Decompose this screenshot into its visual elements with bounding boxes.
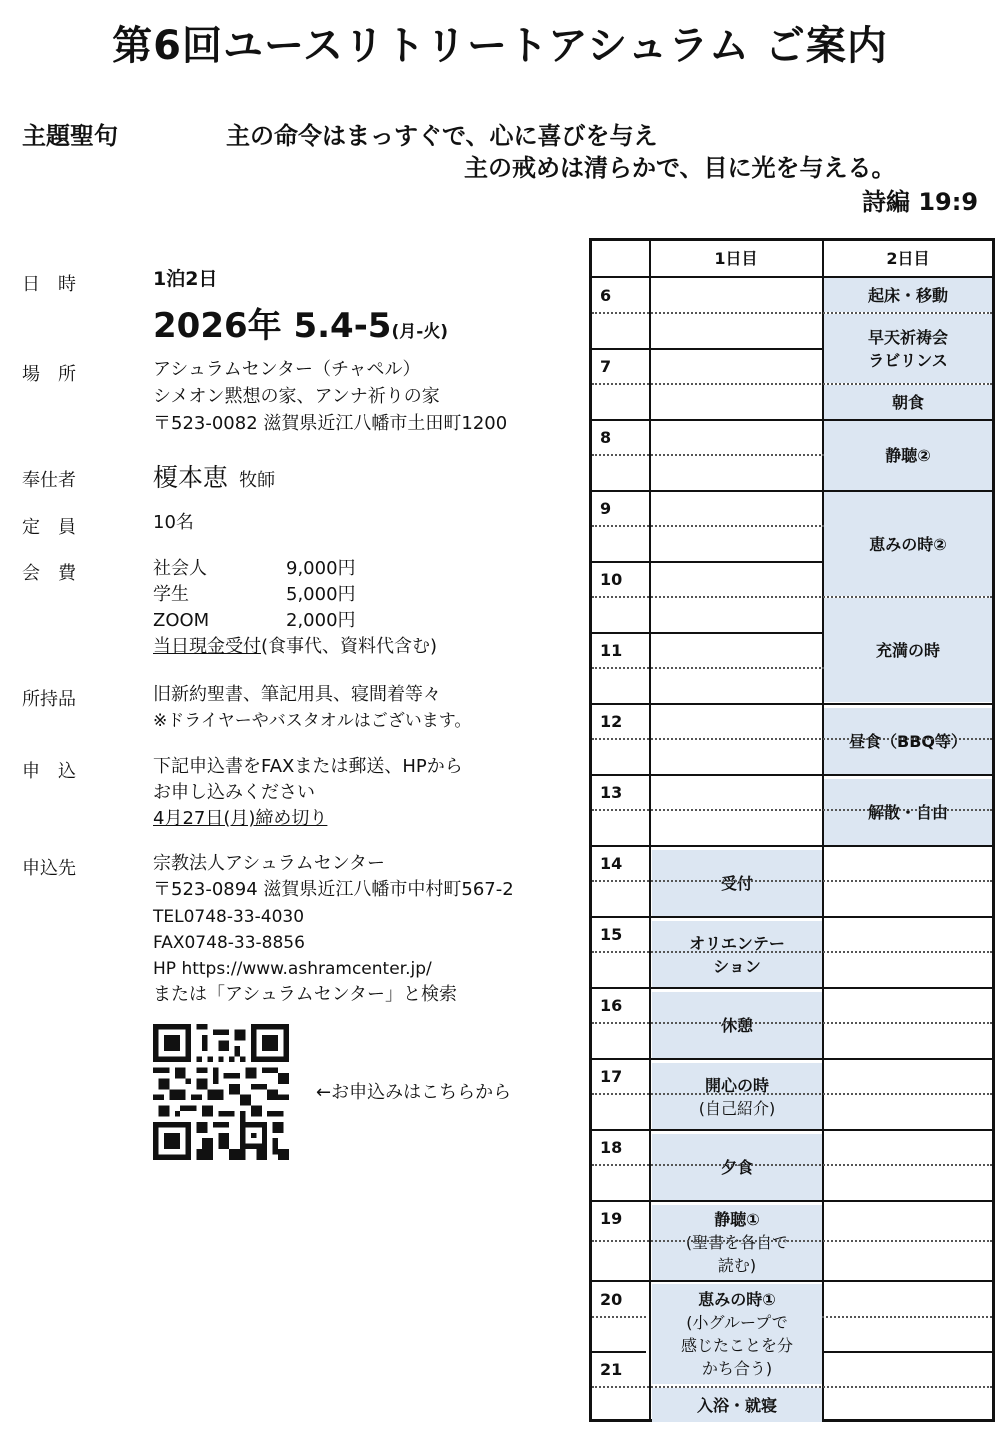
schedule-day2-block-2: 朝食 [824,385,992,419]
hour-rule [592,419,992,421]
half-hour-rule [592,1093,992,1095]
hour-rule [592,703,992,705]
schedule-day2-block-1: 早天祈祷会 ラビリンス [824,314,992,383]
capacity-label: 定 員 [22,517,76,538]
verse-reference: 詩編 19:9 [862,188,979,216]
contact-label: 申込先 [22,858,76,879]
half-hour-rule [592,809,992,811]
hour-rule [592,845,992,847]
hour-label: 11 [600,641,623,660]
event-date-days: (月-火) [391,322,449,342]
schedule-table [589,238,995,1422]
hour-rule [592,348,824,350]
half-hour-rule [592,1164,992,1166]
hour-rule [592,1280,992,1282]
schedule-day1-block-1: オリエンテー ション [652,921,822,988]
half-hour-rule [592,454,824,456]
schedule-day1-block-2: 休憩 [652,992,822,1059]
schedule-day2-block-5: 充満の時 [824,598,992,702]
qr-note: ←お申込みはこちらから [316,1082,512,1103]
schedule-day1-block-6: 恵みの時① (小グループで 感じたことを分 かち合う) [652,1284,822,1384]
hour-label: 15 [600,925,623,944]
capacity-value: 10名 [153,512,194,533]
schedule-day2-block-6: 昼食（BBQ等） [824,708,992,775]
datetime-label: 日 時 [22,274,76,295]
apply-line-2: お申し込みください [153,782,315,803]
page-title: 第6回ユースリトリートアシュラム ご案内 [112,23,888,69]
leader-title: 牧師 [239,470,276,491]
event-date [153,298,448,347]
hour-rule [592,916,992,918]
event-date-main: 2026年 5.4-5 [153,306,392,346]
fee-name-0: 社会人 [153,558,207,579]
apply-line-1: 下記申込書をFAXまたは郵送、HPから [153,756,463,777]
half-hour-rule [592,1386,992,1388]
bring-line-2: ※ドライヤーやバスタオルはございます。 [153,711,472,731]
fee-price-2: 2,000円 [286,610,356,631]
schedule-header-day2: 2日目 [886,249,930,268]
hour-rule [822,1351,992,1353]
half-hour-rule [592,312,992,314]
contact-address: 〒523-0894 滋賀県近江八幡市中村町567-2 [153,879,514,900]
column-divider [649,241,651,1419]
hour-label: 10 [600,570,623,589]
bring-line-1: 旧新約聖書、筆記用具、寝間着等々 [153,684,441,705]
verse-line-1: 主の命令はまっすぐで、心に喜びを与え [226,122,658,150]
fee-name-1: 学生 [153,584,189,605]
stay-length: 1泊2日 [153,268,218,290]
half-hour-rule [592,880,992,882]
leader-name: 榎本恵 [153,463,229,492]
half-hour-rule [592,525,824,527]
hour-label: 18 [600,1138,623,1157]
hour-label: 20 [600,1290,623,1309]
contact-fax: FAX0748-33-8856 [153,933,305,953]
hour-rule [592,490,992,492]
hour-label: 6 [600,286,612,305]
half-hour-rule [592,596,992,598]
fee-note [153,634,437,660]
place-label: 場 所 [22,364,76,385]
schedule-day1-block-4: 夕食 [652,1134,822,1201]
fee-note-cash: 当日現金受付 [153,636,261,657]
qr-code-icon[interactable] [153,1024,289,1160]
hour-label: 14 [600,854,623,873]
hour-label: 21 [600,1360,623,1379]
schedule-day2-block-3: 静聴② [824,421,992,490]
verse-label: 主題聖句 [22,122,118,150]
fee-price-1: 5,000円 [286,584,356,605]
hour-rule [592,774,992,776]
bring-label: 所持品 [22,689,76,710]
leader [153,458,275,494]
hour-label: 17 [600,1067,623,1086]
half-hour-rule [592,1022,992,1024]
half-hour-rule [592,951,992,953]
fee-label: 会 費 [22,563,76,584]
fee-note-detail: (食事代、資料代含む) [261,636,438,657]
column-divider [822,241,824,1419]
place-line-2: シメオン黙想の家、アンナ祈りの家 [153,386,440,407]
hour-rule [592,1058,992,1060]
half-hour-rule [592,1240,992,1242]
hour-rule [592,561,824,563]
hour-label: 13 [600,783,623,802]
half-hour-rule [592,383,992,385]
half-hour-rule [592,667,824,669]
contact-search: または「アシュラムセンター」と検索 [153,984,458,1005]
hour-rule [592,1351,646,1353]
schedule-day1-block-7: 入浴・就寝 [652,1388,822,1422]
hour-label: 12 [600,712,623,731]
place-line-1: アシュラムセンター（チャペル） [153,359,421,380]
place-line-3: 〒523-0082 滋賀県近江八幡市土田町1200 [153,413,508,434]
schedule-day1-block-5: 静聴① (聖書を各自で 読む) [652,1205,822,1280]
half-hour-rule [592,738,992,740]
hour-rule [592,632,824,634]
contact-org: 宗教法人アシュラムセンター [153,853,386,874]
schedule-day2-block-7: 解散・自由 [824,779,992,846]
schedule-day2-block-4: 恵みの時② [824,492,992,596]
apply-deadline: 4月27日(月)締め切り [153,808,328,829]
hour-rule [592,1200,992,1202]
header-rule [592,276,992,278]
fee-price-0: 9,000円 [286,558,356,579]
schedule-day1-block-0: 受付 [652,850,822,917]
hour-label: 16 [600,996,623,1015]
leader-label: 奉仕者 [22,470,76,491]
apply-label: 申 込 [22,761,76,782]
hour-label: 7 [600,357,612,376]
half-hour-rule [822,1316,992,1318]
schedule-header-day1: 1日目 [714,249,758,268]
hour-rule [592,1129,992,1131]
half-hour-rule [592,1316,646,1318]
hour-label: 9 [600,499,612,518]
hour-label: 8 [600,428,612,447]
verse-line-2: 主の戒めは清らかで、目に光を与える。 [464,154,896,182]
contact-tel: TEL0748-33-4030 [153,907,305,927]
hour-rule [592,987,992,989]
hour-label: 19 [600,1209,623,1228]
schedule-day1-block-3: 開心の時 (自己紹介) [652,1063,822,1130]
contact-hp-link[interactable]: HP https://www.ashramcenter.jp/ [153,959,432,979]
fee-name-2: ZOOM [153,610,210,631]
schedule-day2-block-0: 起床・移動 [824,278,992,312]
